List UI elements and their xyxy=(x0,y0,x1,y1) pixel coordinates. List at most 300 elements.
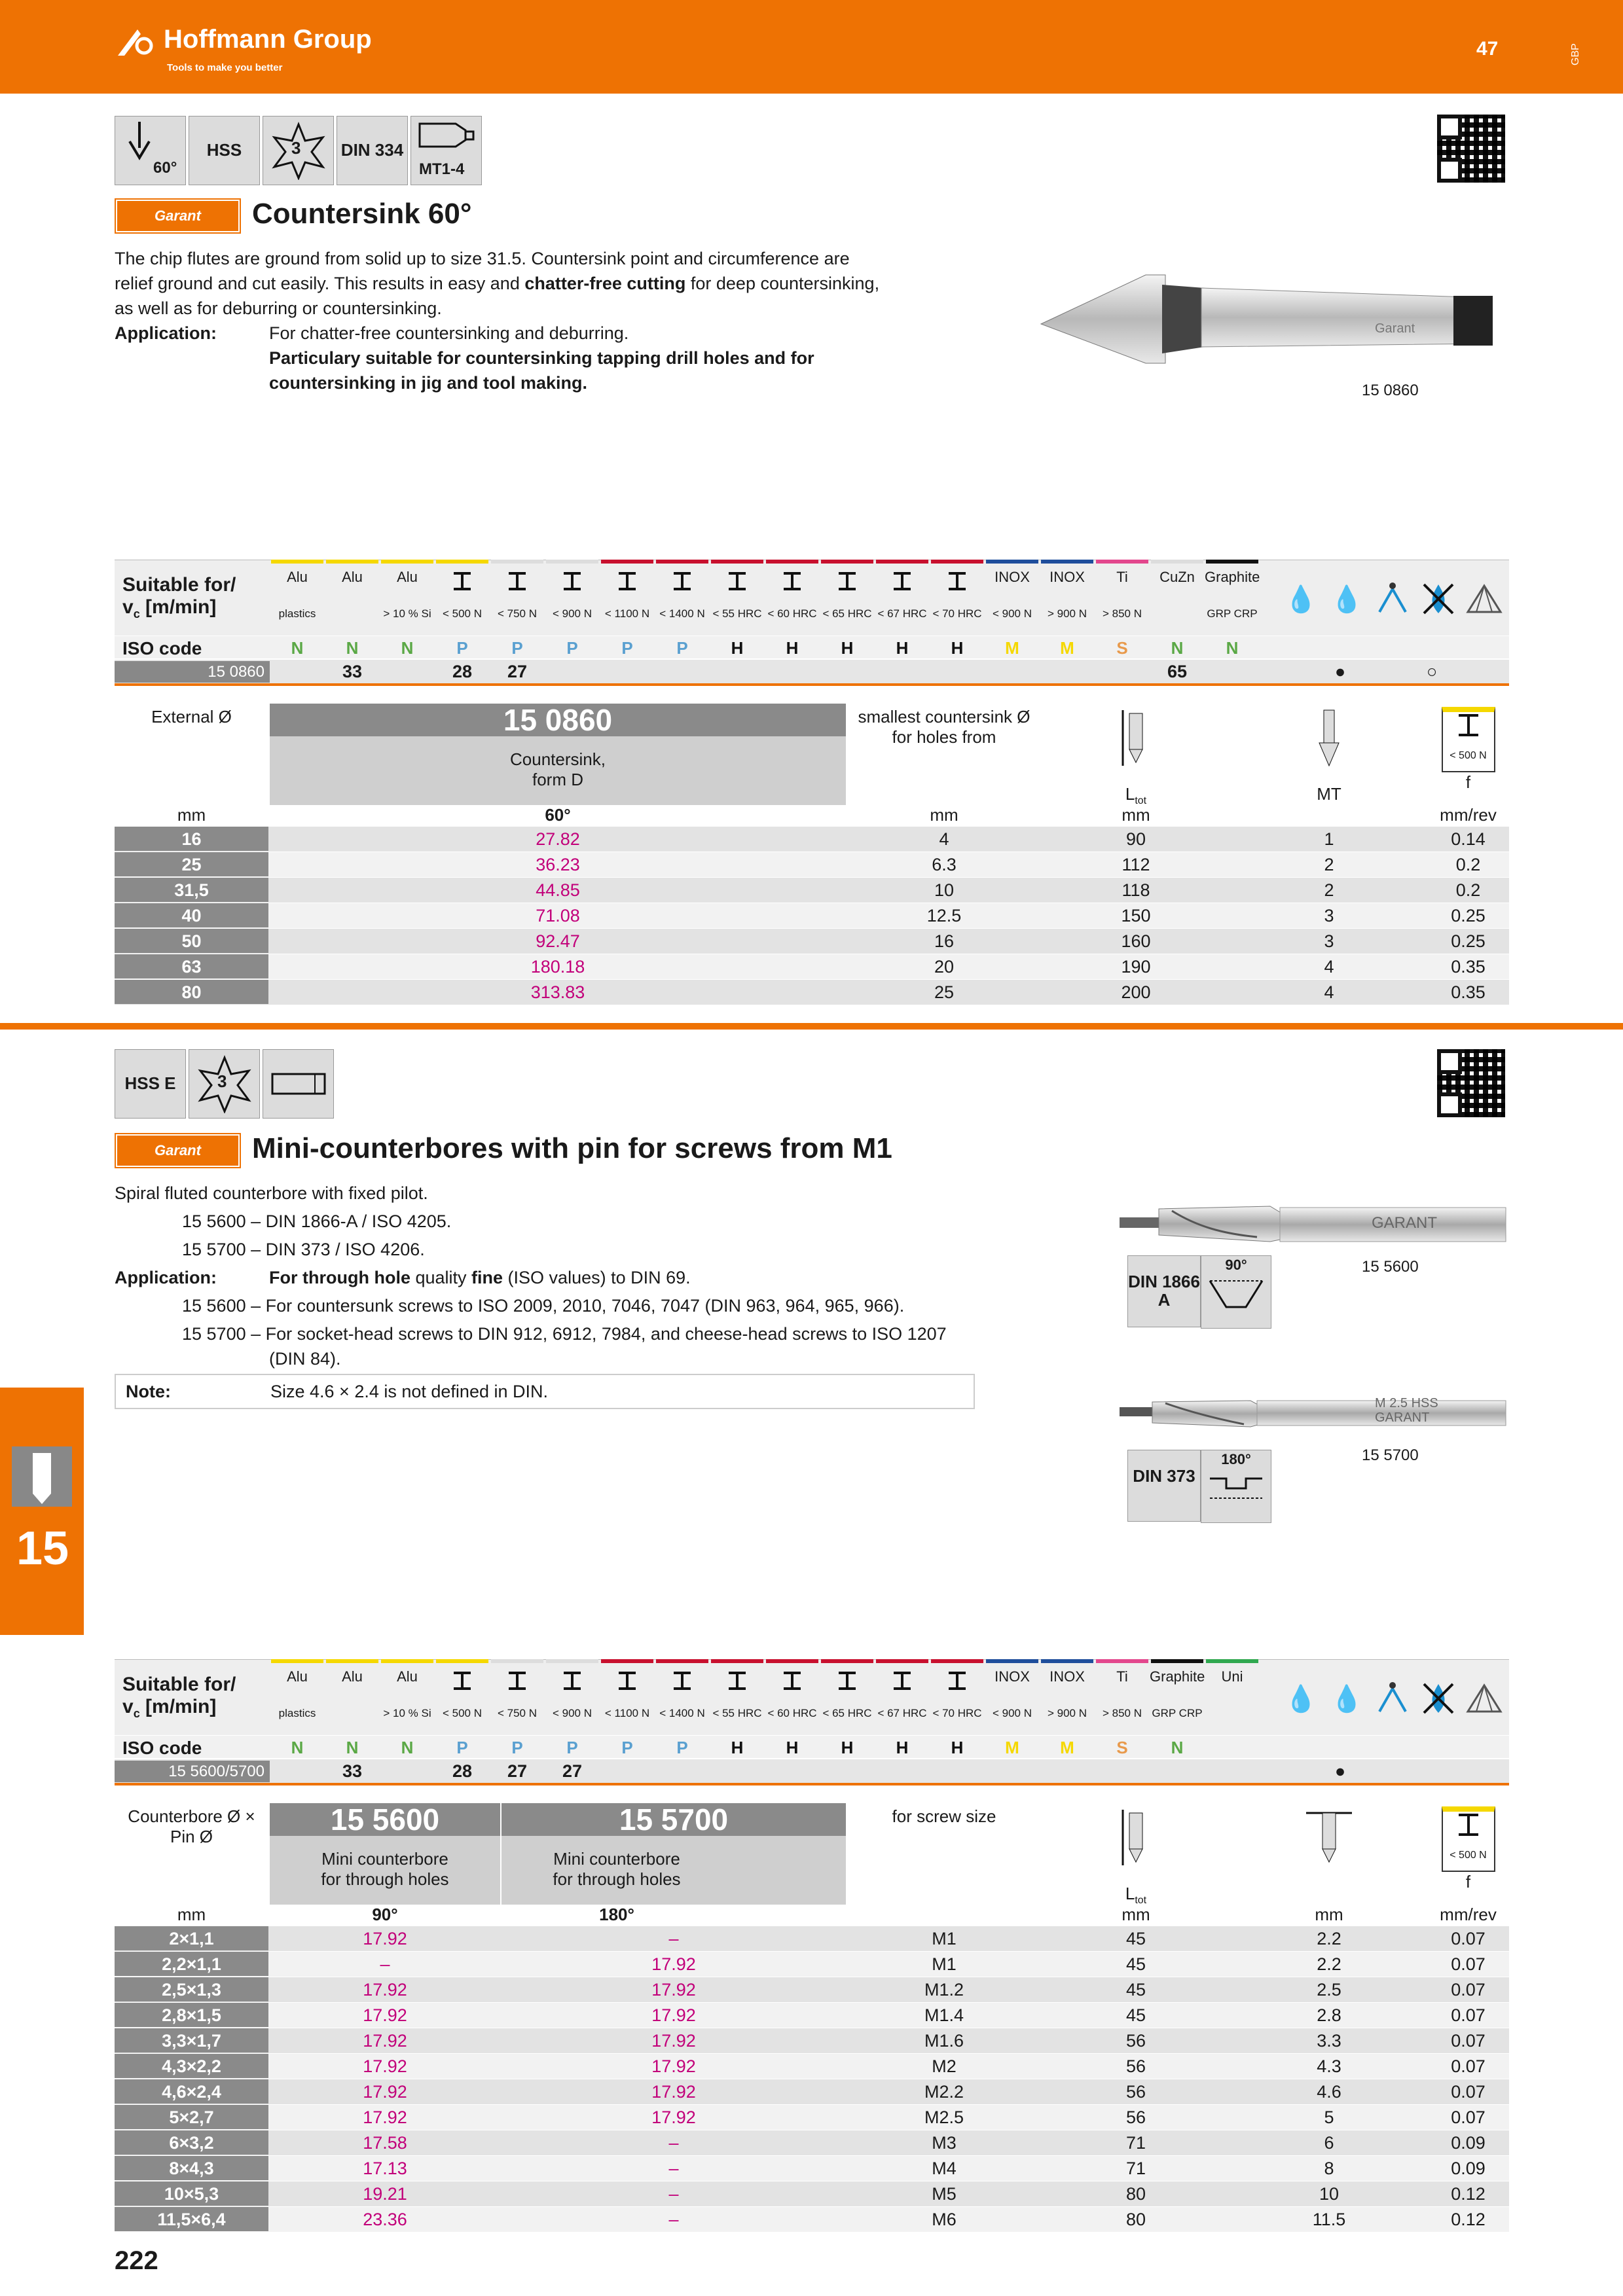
iso-code: N xyxy=(346,1738,359,1757)
article2-angle: 180° xyxy=(599,1905,634,1924)
iso-code: H xyxy=(731,638,744,658)
image-caption: 15 5700 xyxy=(1362,1446,1419,1464)
total-length: 45 xyxy=(1125,1980,1146,2000)
iso-code: S xyxy=(1116,638,1128,658)
material-column: < 70 HRC xyxy=(930,1659,985,1734)
external-diameter: 40 xyxy=(115,903,268,927)
screw-size: M2 xyxy=(932,2056,957,2076)
iso-code: H xyxy=(731,1738,744,1757)
total-length: 190 xyxy=(1121,957,1151,977)
material-column: Ti > 850 N xyxy=(1095,560,1150,635)
hoffmann-logo-icon xyxy=(115,26,160,59)
morse-taper: 4 xyxy=(1324,957,1334,977)
col-counterbore-pin: Counterbore Ø × Pin Ø xyxy=(128,1806,255,1846)
application-line-3: countersinking in jig and tool making. xyxy=(269,373,588,393)
feed: 0.07 xyxy=(1451,2082,1486,2102)
material-column: < 1100 N xyxy=(600,1659,655,1734)
counterbore-size: 8×4,3 xyxy=(115,2156,268,2180)
total-length: 90 xyxy=(1125,829,1146,849)
morse-taper-tool-icon xyxy=(1309,707,1349,772)
price-155600: 23.36 xyxy=(363,2210,407,2229)
counterbore-diameter: 5 xyxy=(1324,2108,1334,2127)
qr-code-icon[interactable] xyxy=(1437,115,1505,183)
article-angle: 60° xyxy=(545,805,571,825)
counterbore-diameter: 6 xyxy=(1324,2133,1334,2153)
article1-desc: Mini counterbore for through holes xyxy=(321,1849,449,1889)
counterbore-diameter: 2.2 xyxy=(1317,1954,1341,1974)
screw-size: M1 xyxy=(932,1954,957,1974)
oil-drop-icon: 💧 xyxy=(1285,1684,1317,1713)
price-155700: 17.92 xyxy=(651,2031,696,2051)
table-row[interactable] xyxy=(115,2181,1509,2206)
qr-code-icon[interactable] xyxy=(1437,1049,1505,1117)
iso-code: N xyxy=(401,1738,414,1757)
price-155600: 19.21 xyxy=(363,2184,407,2204)
price-155600: 17.92 xyxy=(363,2005,407,2025)
angle-90-icon: 90° xyxy=(1201,1255,1271,1329)
desc-line-3: as well as for deburring or countersinking. xyxy=(115,298,442,318)
feed: 0.2 xyxy=(1455,880,1481,900)
article-desc: Countersink, form D xyxy=(510,749,606,789)
din-334-icon: DIN 334 xyxy=(337,116,408,185)
cutting-speed: 33 xyxy=(342,662,363,681)
iso-code: N xyxy=(291,638,304,658)
morse-taper: 3 xyxy=(1324,906,1334,925)
suitability-article: 15 5600/5700 xyxy=(115,1761,270,1782)
material-hss-icon: HSS xyxy=(189,116,260,185)
unit-mm: mm xyxy=(1315,1905,1343,1924)
material-column: < 67 HRC xyxy=(875,560,930,635)
material-column: INOX < 900 N xyxy=(985,560,1040,635)
counterbore-diameter: 4.6 xyxy=(1317,2082,1341,2102)
total-length: 112 xyxy=(1122,855,1150,874)
iso-code: P xyxy=(511,638,523,658)
oil-drop-icon: 💧 xyxy=(1285,584,1317,614)
cutting-speed: 28 xyxy=(452,662,473,681)
steel-beam-icon xyxy=(892,571,912,591)
desc-line-1: Spiral fluted counterbore with fixed pilot. xyxy=(115,1183,428,1203)
total-length: 160 xyxy=(1121,931,1151,951)
price: 180.18 xyxy=(530,957,585,977)
table-row[interactable] xyxy=(115,2105,1509,2130)
steel-500n-icon: < 500 N xyxy=(1442,1806,1495,1872)
material-column: < 1100 N xyxy=(600,560,655,635)
feed: 0.25 xyxy=(1451,931,1486,951)
iso-code: M xyxy=(1060,638,1074,658)
table-row[interactable] xyxy=(115,954,1509,979)
material-column: Alu > 10 % Si xyxy=(380,560,435,635)
flutes-star-icon: 3 xyxy=(263,116,334,185)
din-1866a-icon: DIN 1866 A xyxy=(1127,1255,1201,1327)
iso-code: P xyxy=(676,1738,688,1757)
total-length: 200 xyxy=(1121,982,1151,1002)
material-column: INOX > 900 N xyxy=(1040,560,1095,635)
steel-beam-icon xyxy=(837,1671,857,1691)
counterbore-size: 11,5×6,4 xyxy=(115,2207,268,2231)
material-column: INOX < 900 N xyxy=(985,1659,1040,1734)
iso-code: P xyxy=(456,1738,468,1757)
iso-code: H xyxy=(841,638,854,658)
image-caption: 15 0860 xyxy=(1362,382,1419,399)
steel-beam-icon xyxy=(947,571,967,591)
feed: 0.14 xyxy=(1451,829,1486,849)
total-length: 80 xyxy=(1125,2210,1146,2229)
iso-code: H xyxy=(841,1738,854,1757)
iso-code: P xyxy=(621,1738,633,1757)
iso-code: H xyxy=(951,638,964,658)
table-row[interactable] xyxy=(115,827,1509,852)
counterbore-size: 2,8×1,5 xyxy=(115,2003,268,2027)
price-155600: 17.58 xyxy=(363,2133,407,2153)
application-label: Application: xyxy=(115,1268,217,1287)
article-header-155700: 15 5700 xyxy=(501,1803,846,1836)
material-column: INOX > 900 N xyxy=(1040,1659,1095,1734)
total-length: 118 xyxy=(1122,880,1150,900)
iso-code: P xyxy=(676,638,688,658)
screw-size: M5 xyxy=(932,2184,957,2204)
suitable-for-label: Suitable for/ $v_c$ [m/min] xyxy=(122,1674,236,1720)
note-label: Note: xyxy=(126,1382,171,1401)
material-column: < 500 N xyxy=(435,560,490,635)
application-line-4: (DIN 84). xyxy=(269,1349,341,1369)
desc-line-1: The chip flutes are ground from solid up to size 31.5. Countersink point and circumference are xyxy=(115,249,850,268)
counterbore-diameter-icon xyxy=(1303,1806,1355,1872)
external-diameter: 63 xyxy=(115,954,268,978)
price-155700: 17.92 xyxy=(651,2056,696,2076)
table-row[interactable] xyxy=(115,1952,1509,1977)
counterbore-size: 2×1,1 xyxy=(115,1926,268,1950)
smallest-diameter: 12.5 xyxy=(926,906,962,925)
price: 36.23 xyxy=(536,855,580,874)
cutting-speed: 33 xyxy=(342,1761,363,1781)
material-column: < 900 N xyxy=(545,1659,600,1734)
application-label: Application: xyxy=(115,323,217,343)
section-divider xyxy=(0,1023,1623,1030)
desc-line-2: 15 5600 – DIN 1866-A / ISO 4205. xyxy=(182,1211,452,1231)
feed: 0.07 xyxy=(1451,2108,1486,2127)
table-row[interactable] xyxy=(115,1977,1509,2002)
counterbore-diameter: 8 xyxy=(1324,2159,1334,2178)
smallest-diameter: 6.3 xyxy=(932,855,957,874)
flutes-star-icon: 3 xyxy=(189,1049,260,1119)
application-line-3: 15 5700 – For socket-head screws to DIN 912, 6912, 7984, and cheese-head screws to ISO 1207 xyxy=(182,1324,947,1344)
steel-beam-icon xyxy=(727,571,747,591)
feed: 0.07 xyxy=(1451,1929,1486,1948)
price-155600: 17.92 xyxy=(363,2108,407,2127)
material-column: < 55 HRC xyxy=(710,560,765,635)
counterbore-155600-image xyxy=(1113,1201,1512,1247)
price-155600: 17.92 xyxy=(363,1980,407,2000)
steel-beam-icon xyxy=(782,1671,802,1691)
footer-page-number: 222 xyxy=(115,2246,158,2275)
suitability-article: 15 0860 xyxy=(115,661,270,683)
counterbore-size: 10×5,3 xyxy=(115,2181,268,2206)
iso-code: N xyxy=(291,1738,304,1757)
table-row[interactable] xyxy=(115,929,1509,954)
cutting-speed: 65 xyxy=(1167,662,1188,681)
total-length: 71 xyxy=(1125,2159,1146,2178)
feed: 0.07 xyxy=(1451,1980,1486,2000)
price-155700: 17.92 xyxy=(651,2082,696,2102)
col-counterbore-diameter xyxy=(1234,1806,1424,1876)
table-row[interactable] xyxy=(115,2003,1509,2028)
catalog-page-number: 47 xyxy=(1476,38,1499,60)
morse-taper-icon: MT1-4 xyxy=(410,116,482,185)
steel-beam-icon xyxy=(617,1671,637,1691)
material-column: < 60 HRC xyxy=(765,1659,820,1734)
coolant-mql-suitability: ○ xyxy=(1426,662,1438,681)
iso-code-label: ISO code xyxy=(122,638,202,658)
material-column: Uni xyxy=(1205,1659,1260,1734)
material-column: < 750 N xyxy=(490,560,545,635)
cutting-speed: 28 xyxy=(452,1761,473,1781)
screw-size: M1.6 xyxy=(924,2031,964,2051)
water-drop-icon: 💧 xyxy=(1330,584,1363,614)
mql-icon xyxy=(1372,1669,1413,1728)
screw-size: M2.2 xyxy=(924,2082,964,2102)
steel-beam-icon xyxy=(617,571,637,591)
counterbore-diameter: 10 xyxy=(1319,2184,1340,2204)
price: 44.85 xyxy=(536,880,580,900)
table-row[interactable] xyxy=(115,878,1509,903)
col-external-diameter: External Ø xyxy=(151,707,232,726)
price-155600: 17.92 xyxy=(363,2031,407,2051)
total-length: 45 xyxy=(1125,1954,1146,1974)
brand-tagline: Tools to make you better xyxy=(167,62,283,73)
feed: 0.07 xyxy=(1451,1954,1486,1974)
air-icon xyxy=(1463,1669,1505,1728)
note-box xyxy=(115,1374,975,1409)
tool-engraving: GARANT xyxy=(1372,1214,1438,1232)
external-diameter: 50 xyxy=(115,929,268,953)
price: 313.83 xyxy=(530,982,585,1002)
material-column: Ti > 850 N xyxy=(1095,1659,1150,1734)
steel-beam-icon xyxy=(727,1671,747,1691)
price-155600: – xyxy=(380,1954,390,1974)
counterbore-size: 2,5×1,3 xyxy=(115,1977,268,2001)
table-row[interactable] xyxy=(115,2207,1509,2232)
price-155700: – xyxy=(668,2210,679,2229)
material-hss-e-icon: HSS E xyxy=(115,1049,186,1119)
desc-line-3: 15 5700 – DIN 373 / ISO 4206. xyxy=(182,1240,425,1259)
article-header: 15 0860 xyxy=(270,704,846,736)
smallest-diameter: 16 xyxy=(934,931,955,951)
price-155600: 17.13 xyxy=(363,2159,407,2178)
price: 92.47 xyxy=(536,931,580,951)
table-row[interactable] xyxy=(115,1926,1509,1951)
price-155600: 17.92 xyxy=(363,1929,407,1948)
application-line-2: 15 5600 – For countersunk screws to ISO 2009, 2010, 7046, 7047 (DIN 963, 964, 965, 966). xyxy=(182,1296,905,1316)
coolant-oil-suitability: ● xyxy=(1334,1761,1346,1781)
iso-code: M xyxy=(1060,1738,1074,1757)
morse-taper: 2 xyxy=(1324,855,1334,874)
iso-code: P xyxy=(621,638,633,658)
counterbore-size: 3,3×1,7 xyxy=(115,2028,268,2053)
table-row[interactable] xyxy=(115,2156,1509,2181)
col-total-length: $L_{tot}$ xyxy=(1041,707,1231,805)
unit-mm: mm xyxy=(930,805,958,825)
material-column: < 65 HRC xyxy=(820,560,875,635)
price-155700: – xyxy=(668,2133,679,2153)
table-row[interactable] xyxy=(115,2130,1509,2155)
feed: 0.09 xyxy=(1451,2159,1486,2178)
application-line-1: For through hole quality fine (ISO values) to DIN 69. xyxy=(269,1268,691,1287)
air-icon xyxy=(1463,569,1505,628)
region-code: GBP xyxy=(1570,43,1581,65)
iso-code: N xyxy=(1226,638,1239,658)
col-total-length: $L_{tot}$ xyxy=(1041,1806,1231,1905)
table-row[interactable] xyxy=(115,980,1509,1005)
cylindrical-shank-icon xyxy=(263,1049,334,1119)
smallest-diameter: 20 xyxy=(934,957,955,977)
iso-code: M xyxy=(1005,638,1019,658)
total-length: 56 xyxy=(1125,2082,1146,2102)
price-155700: – xyxy=(668,1929,679,1948)
unit-mm: mm xyxy=(177,1905,206,1924)
unit-mm-rev: mm/rev xyxy=(1440,805,1497,825)
cutting-speed: 27 xyxy=(562,1761,583,1781)
garant-badge: Garant xyxy=(116,200,240,232)
total-length: 56 xyxy=(1125,2031,1146,2051)
material-column: Graphite GRP CRP xyxy=(1150,1659,1205,1734)
material-column: Alu xyxy=(325,560,380,635)
iso-code: P xyxy=(456,638,468,658)
feed: 0.07 xyxy=(1451,2031,1486,2051)
material-column: < 1400 N xyxy=(655,560,710,635)
desc-line-2: relief ground and cut easily. This results in easy and chatter-free cutting for deep countersinking, xyxy=(115,274,880,293)
unit-mm-rev: mm/rev xyxy=(1440,1905,1497,1924)
dry-icon xyxy=(1417,1669,1459,1728)
iso-code: N xyxy=(1171,1738,1184,1757)
iso-code: H xyxy=(896,1738,909,1757)
counterbore-size: 2,2×1,1 xyxy=(115,1952,268,1976)
dry-icon xyxy=(1417,569,1459,628)
svg-text:Garant: Garant xyxy=(1375,321,1415,336)
article1-angle: 90° xyxy=(372,1905,398,1924)
tool-engraving: M 2.5 HSS GARANT xyxy=(1375,1396,1438,1425)
garant-badge: Garant xyxy=(116,1134,240,1167)
steel-beam-icon xyxy=(507,1671,527,1691)
product-title: Countersink 60° xyxy=(252,198,472,230)
article2-desc: Mini counterbore for through holes xyxy=(553,1849,681,1889)
counterbore-diameter: 4.3 xyxy=(1317,2056,1341,2076)
table-row[interactable] xyxy=(115,2028,1509,2053)
steel-beam-icon xyxy=(782,571,802,591)
steel-beam-icon xyxy=(452,1671,472,1691)
material-column: Alu > 10 % Si xyxy=(380,1659,435,1734)
price: 71.08 xyxy=(536,906,580,925)
feed: 0.07 xyxy=(1451,2005,1486,2025)
iso-code: N xyxy=(1171,638,1184,658)
unit-mm: mm xyxy=(1122,1905,1150,1924)
material-column: Graphite GRP CRP xyxy=(1205,560,1260,635)
table-row[interactable] xyxy=(115,2079,1509,2104)
table-row[interactable] xyxy=(115,903,1509,928)
col-feed: < 500 N f xyxy=(1427,1806,1509,1892)
counterbore-diameter: 2.5 xyxy=(1317,1980,1341,2000)
product-title: Mini-counterbores with pin for screws from M1 xyxy=(252,1132,892,1164)
col-screw-size: for screw size xyxy=(892,1806,996,1826)
price-155600: 17.92 xyxy=(363,2056,407,2076)
angle-spec-icon: 60° xyxy=(115,116,186,185)
material-column: Alu plastics xyxy=(270,1659,325,1734)
coolant-oil-suitability: ● xyxy=(1334,662,1346,681)
screw-size: M1.4 xyxy=(924,2005,964,2025)
screw-size: M1 xyxy=(932,1929,957,1948)
iso-code: H xyxy=(896,638,909,658)
screw-size: M4 xyxy=(932,2159,957,2178)
countersink-product-image xyxy=(1034,249,1512,367)
external-diameter: 31,5 xyxy=(115,878,268,902)
feed: 0.07 xyxy=(1451,2056,1486,2076)
material-column: < 70 HRC xyxy=(930,560,985,635)
material-column: Alu xyxy=(325,1659,380,1734)
total-length: 71 xyxy=(1125,2133,1146,2153)
steel-beam-icon xyxy=(507,571,527,591)
article-header-155600: 15 5600 xyxy=(270,1803,500,1836)
smallest-diameter: 25 xyxy=(934,982,955,1002)
price-155600: 17.92 xyxy=(363,2082,407,2102)
iso-code: H xyxy=(951,1738,964,1757)
price-155700: – xyxy=(668,2184,679,2204)
steel-beam-icon xyxy=(672,571,692,591)
material-column: < 65 HRC xyxy=(820,1659,875,1734)
col-feed: < 500 N f xyxy=(1427,707,1509,793)
material-column: < 67 HRC xyxy=(875,1659,930,1734)
total-length-icon xyxy=(1116,1806,1156,1872)
morse-taper: 3 xyxy=(1324,931,1334,951)
iso-code: P xyxy=(566,1738,578,1757)
image-caption: 15 5600 xyxy=(1362,1258,1419,1276)
material-column: < 1400 N xyxy=(655,1659,710,1734)
brand-name: Hoffmann Group xyxy=(164,25,372,54)
counterbore-size: 5×2,7 xyxy=(115,2105,268,2129)
smallest-diameter: 10 xyxy=(934,880,955,900)
application-line-2: Particulary suitable for countersinking tapping drill holes and for xyxy=(269,348,814,368)
din-373-icon: DIN 373 xyxy=(1127,1450,1201,1522)
price: 27.82 xyxy=(536,829,580,849)
morse-taper: 1 xyxy=(1324,829,1334,849)
unit-mm: mm xyxy=(177,805,206,825)
counterbore-diameter: 11.5 xyxy=(1312,2210,1346,2229)
steel-beam-icon xyxy=(947,1671,967,1691)
feed: 0.2 xyxy=(1455,855,1481,874)
application-line-1: For chatter-free countersinking and deburring. xyxy=(269,323,629,343)
price-155700: 17.92 xyxy=(651,2005,696,2025)
unit-mm: mm xyxy=(1122,805,1150,825)
table-row[interactable] xyxy=(115,2054,1509,2079)
iso-code: P xyxy=(566,638,578,658)
material-column: < 750 N xyxy=(490,1659,545,1734)
feed: 0.25 xyxy=(1451,906,1486,925)
screw-size: M1.2 xyxy=(924,1980,964,2000)
total-length: 56 xyxy=(1125,2056,1146,2076)
table-row[interactable] xyxy=(115,852,1509,877)
morse-taper: 2 xyxy=(1324,880,1334,900)
counterbore-size: 4,3×2,2 xyxy=(115,2054,268,2078)
total-length: 56 xyxy=(1125,2108,1146,2127)
total-length-icon xyxy=(1116,707,1156,772)
feed: 0.12 xyxy=(1451,2210,1486,2229)
iso-code: N xyxy=(401,638,414,658)
mql-icon xyxy=(1372,569,1413,628)
iso-code: P xyxy=(511,1738,523,1757)
price-155700: – xyxy=(668,2159,679,2178)
iso-code: H xyxy=(786,638,799,658)
counterbore-size: 4,6×2,4 xyxy=(115,2079,268,2104)
counterbore-155700-image xyxy=(1113,1393,1512,1432)
steel-beam-icon xyxy=(892,1671,912,1691)
